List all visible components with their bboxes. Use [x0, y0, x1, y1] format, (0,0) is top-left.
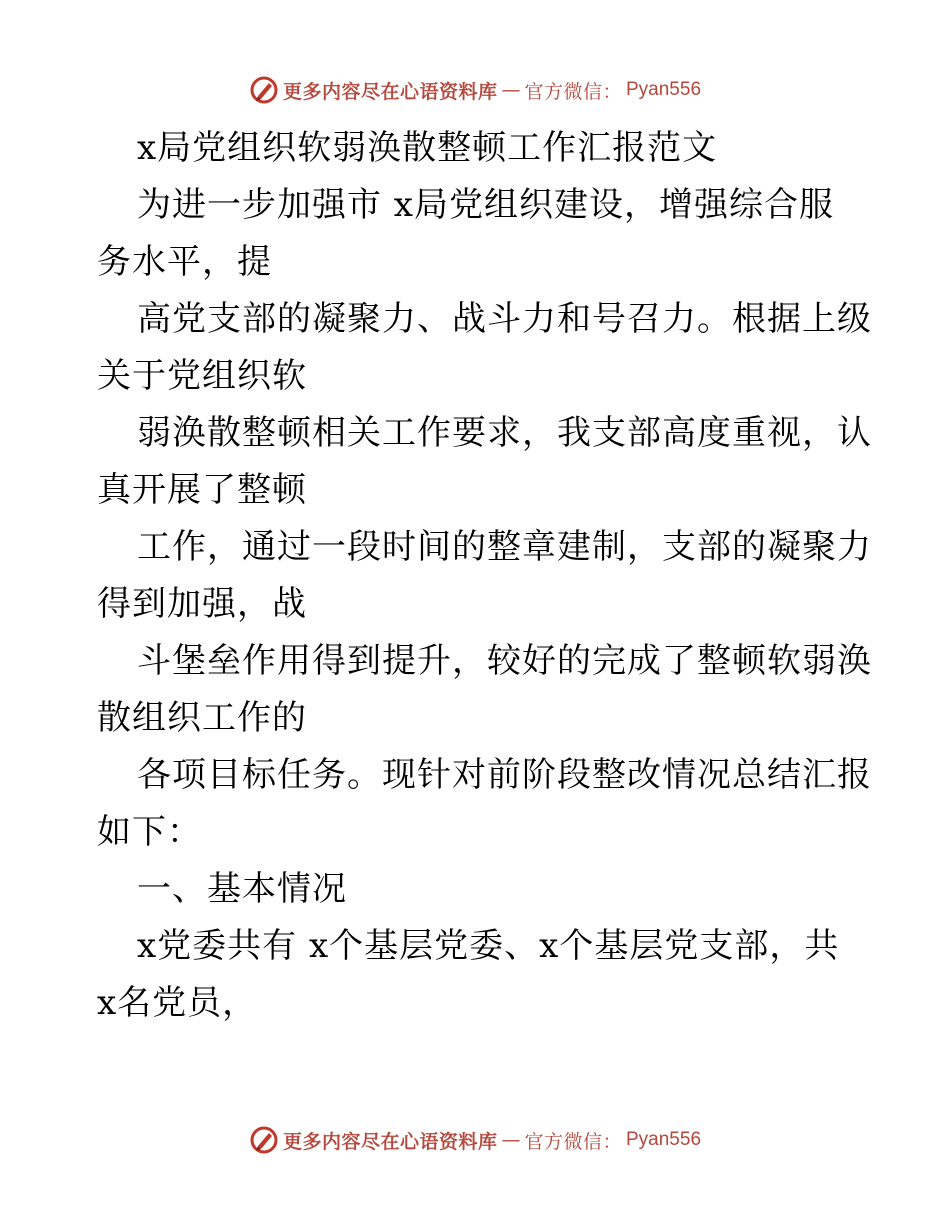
paragraph-line: 务水平，提: [97, 242, 272, 282]
paragraph-line: x名党员，: [97, 983, 258, 1023]
paragraph-line: 工作，通过一段时间的整章建制，支部的凝聚力: [137, 527, 872, 567]
paragraph-line: x党委共有 x个基层党委、x个基层党支部，共: [137, 926, 840, 966]
paragraph-line: 如下：: [97, 812, 202, 852]
banner-site-text: 更多内容尽在心语资料库: [282, 80, 498, 103]
paragraph-line: 弱涣散整顿相关工作要求，我支部高度重视，认: [137, 413, 872, 453]
paragraph-line: 真开展了整顿: [97, 470, 307, 510]
banner-wechat-id: Pyan556: [626, 1129, 702, 1150]
banner-wechat-id: Pyan556: [626, 79, 702, 100]
banner-site-text: 更多内容尽在心语资料库: [282, 1130, 498, 1153]
paragraph-line: 高党支部的凝聚力、战斗力和号召力。根据上级: [137, 299, 872, 339]
banner-wechat-label: 官方微信：: [524, 1130, 622, 1153]
footer-banner: [0, 1120, 950, 1160]
pen-logo-icon: [249, 75, 279, 105]
document-body: [97, 120, 872, 1032]
banner-dash: —: [501, 79, 521, 101]
paragraph-line: 关于党组织软: [97, 356, 307, 396]
paragraph-line: 斗堡垒作用得到提升，较好的完成了整顿软弱涣: [137, 641, 872, 681]
paragraph-line: 得到加强，战: [97, 584, 307, 624]
section-heading: 一、基本情况: [137, 869, 347, 909]
banner-dash: —: [501, 1129, 521, 1151]
paragraph-line: 各项目标任务。现针对前阶段整改情况总结汇报: [137, 755, 872, 795]
pen-logo-icon: [249, 1125, 279, 1155]
header-banner: [0, 70, 950, 110]
paragraph-line: 散组织工作的: [97, 698, 307, 738]
document-title: x局党组织软弱涣散整顿工作汇报范文: [137, 128, 718, 168]
paragraph-line: 为进一步加强市 x局党组织建设，增强综合服: [137, 185, 834, 225]
banner-wechat-label: 官方微信：: [524, 80, 622, 103]
